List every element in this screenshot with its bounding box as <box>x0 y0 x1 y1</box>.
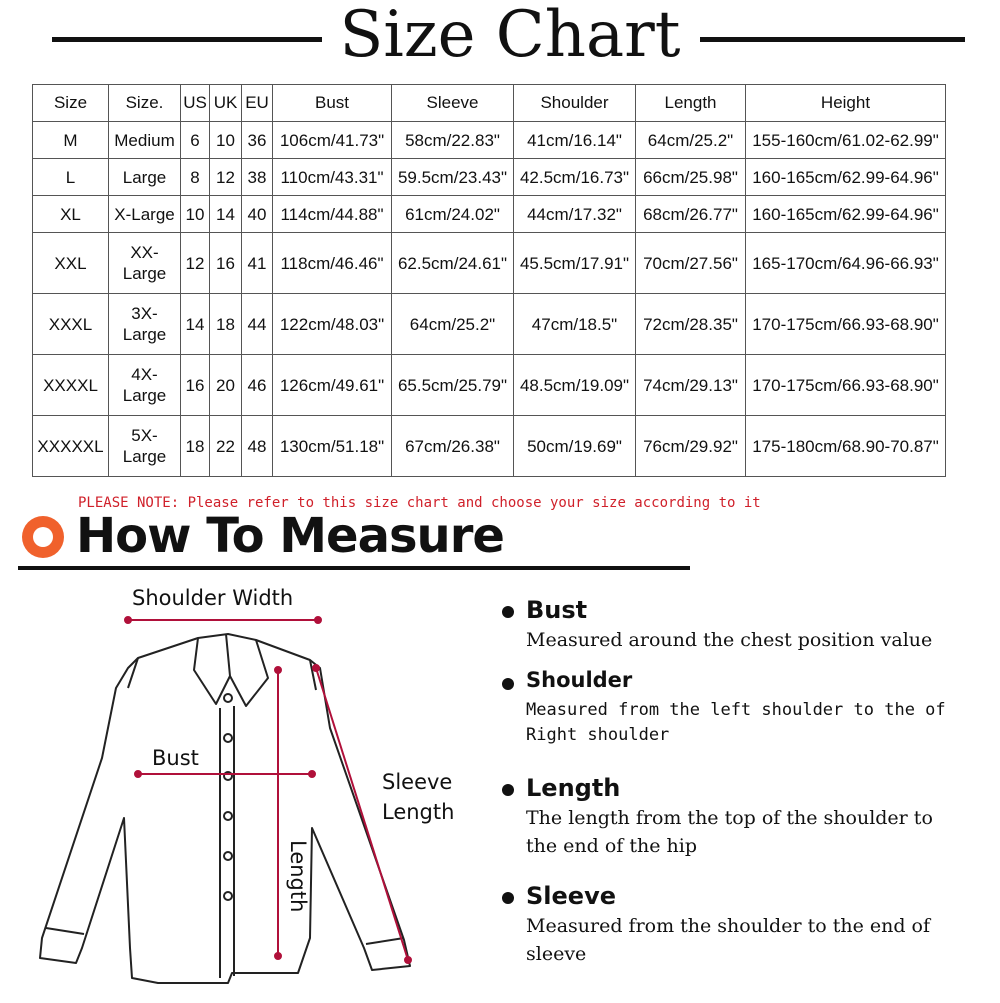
cell-height: 170-175cm/66.93-68.90" <box>746 355 946 416</box>
legend-title: Shoulder <box>526 668 633 692</box>
table-header-row <box>33 85 946 122</box>
cell-uk: 12 <box>210 159 242 196</box>
legend-desc: Measured from the left shoulder to the of Right shoulder <box>526 700 946 745</box>
table-row <box>33 416 946 477</box>
col-header-sleeve: Sleeve <box>392 85 514 122</box>
cell-uk: 14 <box>210 196 242 233</box>
cell-us: 18 <box>181 416 210 477</box>
label-bust: Bust <box>152 746 199 770</box>
label-shoulder-width: Shoulder Width <box>132 586 294 610</box>
title-rule-right <box>700 37 965 42</box>
cell-uk: 22 <box>210 416 242 477</box>
legend-title: Bust <box>526 596 588 624</box>
bullet-icon <box>502 678 514 690</box>
cell-us: 10 <box>181 196 210 233</box>
table-row <box>33 294 946 355</box>
cell-uk: 10 <box>210 122 242 159</box>
cell-sleeve: 62.5cm/24.61" <box>392 233 514 294</box>
cell-height: 160-165cm/62.99-64.96" <box>746 196 946 233</box>
cell-size: XL <box>33 196 109 233</box>
bullet-icon <box>502 892 514 904</box>
cell-bust: 106cm/41.73" <box>273 122 392 159</box>
col-header-size: Size <box>33 85 109 122</box>
bullet-icon <box>502 606 514 618</box>
label-sleeve-line1: Sleeve <box>382 770 453 794</box>
cell-height: 170-175cm/66.93-68.90" <box>746 294 946 355</box>
table-row <box>33 122 946 159</box>
cell-uk: 18 <box>210 294 242 355</box>
page-title: Size Chart <box>339 0 681 72</box>
cell-size-name: Medium <box>109 122 181 159</box>
legend-title: Sleeve <box>526 882 616 910</box>
col-header-size-name: Size. <box>109 85 181 122</box>
cell-bust: 118cm/46.46" <box>273 233 392 294</box>
col-header-shoulder: Shoulder <box>514 85 636 122</box>
section-rule <box>18 566 690 570</box>
col-header-length: Length <box>636 85 746 122</box>
cell-shoulder: 44cm/17.32" <box>514 196 636 233</box>
cell-length: 74cm/29.13" <box>636 355 746 416</box>
cell-size-name: 4X- Large <box>109 355 181 416</box>
cell-bust: 126cm/49.61" <box>273 355 392 416</box>
cell-shoulder: 45.5cm/17.91" <box>514 233 636 294</box>
cell-size: M <box>33 122 109 159</box>
shirt-diagram <box>20 578 480 998</box>
table-row <box>33 159 946 196</box>
cell-size: XXXXXL <box>33 416 109 477</box>
cell-us: 14 <box>181 294 210 355</box>
cell-us: 6 <box>181 122 210 159</box>
cell-shoulder: 50cm/19.69" <box>514 416 636 477</box>
cell-sleeve: 59.5cm/23.43" <box>392 159 514 196</box>
cell-uk: 20 <box>210 355 242 416</box>
col-header-height: Height <box>746 85 946 122</box>
legend-desc: Measured from the shoulder to the end of sleeve <box>526 915 931 965</box>
cell-bust: 130cm/51.18" <box>273 416 392 477</box>
bullet-icon <box>502 784 514 796</box>
size-note: PLEASE NOTE: Please refer to this size chart and choose your size according to it <box>78 495 761 511</box>
cell-sleeve: 67cm/26.38" <box>392 416 514 477</box>
cell-shoulder: 41cm/16.14" <box>514 122 636 159</box>
cell-length: 70cm/27.56" <box>636 233 746 294</box>
cell-length: 72cm/28.35" <box>636 294 746 355</box>
cell-sleeve: 64cm/25.2" <box>392 294 514 355</box>
cell-sleeve: 65.5cm/25.79" <box>392 355 514 416</box>
cell-size: XXXXL <box>33 355 109 416</box>
col-header-eu: EU <box>242 85 273 122</box>
cell-eu: 40 <box>242 196 273 233</box>
header <box>0 0 1000 80</box>
cell-size-name: 3X- Large <box>109 294 181 355</box>
cell-length: 76cm/29.92" <box>636 416 746 477</box>
cell-sleeve: 61cm/24.02" <box>392 196 514 233</box>
cell-length: 66cm/25.98" <box>636 159 746 196</box>
cell-height: 165-170cm/64.96-66.93" <box>746 233 946 294</box>
table-row <box>33 355 946 416</box>
cell-size-name: 5X- Large <box>109 416 181 477</box>
cell-us: 8 <box>181 159 210 196</box>
label-sleeve-line2: Length <box>382 800 455 824</box>
cell-size-name: X-Large <box>109 196 181 233</box>
legend-title: Length <box>526 774 621 802</box>
cell-length: 64cm/25.2" <box>636 122 746 159</box>
cell-size-name: Large <box>109 159 181 196</box>
cell-size: L <box>33 159 109 196</box>
cell-size: XXL <box>33 233 109 294</box>
cell-size: XXXL <box>33 294 109 355</box>
cell-shoulder: 42.5cm/16.73" <box>514 159 636 196</box>
cell-eu: 44 <box>242 294 273 355</box>
legend-desc: Measured around the chest position value <box>526 629 933 651</box>
cell-height: 155-160cm/61.02-62.99" <box>746 122 946 159</box>
circle-bullet-icon <box>22 516 64 558</box>
cell-length: 68cm/26.77" <box>636 196 746 233</box>
cell-eu: 41 <box>242 233 273 294</box>
cell-sleeve: 58cm/22.83" <box>392 122 514 159</box>
cell-bust: 110cm/43.31" <box>273 159 392 196</box>
cell-bust: 114cm/44.88" <box>273 196 392 233</box>
col-header-us: US <box>181 85 210 122</box>
cell-eu: 48 <box>242 416 273 477</box>
size-chart-table <box>32 84 946 477</box>
cell-height: 175-180cm/68.90-70.87" <box>746 416 946 477</box>
cell-shoulder: 48.5cm/19.09" <box>514 355 636 416</box>
cell-size-name: XX- Large <box>109 233 181 294</box>
cell-bust: 122cm/48.03" <box>273 294 392 355</box>
table-row <box>33 196 946 233</box>
cell-eu: 46 <box>242 355 273 416</box>
cell-us: 16 <box>181 355 210 416</box>
col-header-uk: UK <box>210 85 242 122</box>
cell-eu: 38 <box>242 159 273 196</box>
cell-eu: 36 <box>242 122 273 159</box>
cell-height: 160-165cm/62.99-64.96" <box>746 159 946 196</box>
cell-uk: 16 <box>210 233 242 294</box>
section-title: How To Measure <box>76 508 504 564</box>
label-length: Length <box>286 840 310 913</box>
table-row <box>33 233 946 294</box>
col-header-bust: Bust <box>273 85 392 122</box>
title-rule-left <box>52 37 322 42</box>
cell-shoulder: 47cm/18.5" <box>514 294 636 355</box>
cell-us: 12 <box>181 233 210 294</box>
legend-desc: The length from the top of the shoulder to the end of the hip <box>526 807 933 857</box>
